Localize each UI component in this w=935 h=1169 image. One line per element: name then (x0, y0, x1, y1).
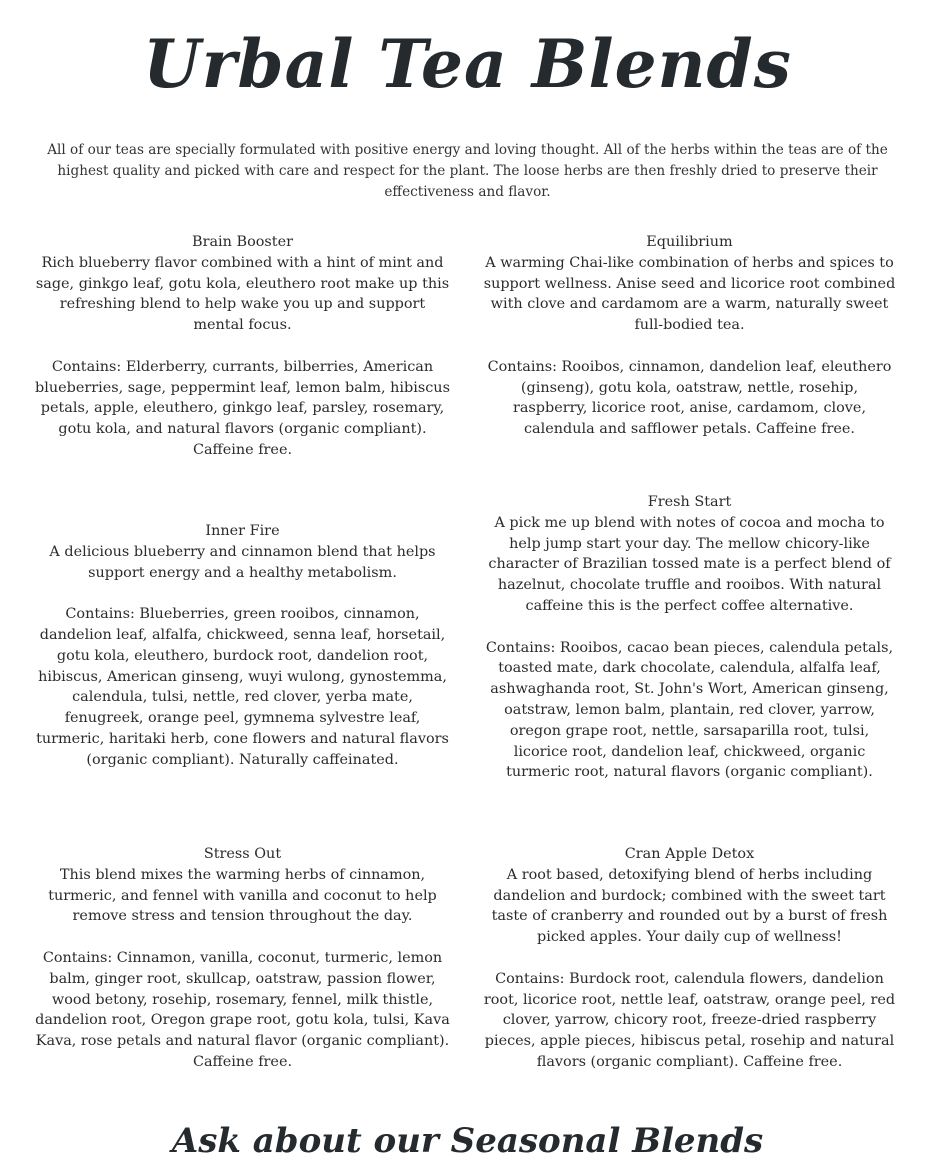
blend-ingredients: Contains: Elderberry, currants, bilberries, American blueberries, sage, peppermint leaf, lemon balm, hibiscus petals, apple, eleuthero, ginkgo leaf, parsley, rosemary, gotu kola, and natural flavors (organic compliant). Caffeine free. (35, 358, 450, 458)
seasonal-blends-footer: Ask about our Seasonal Blends (171, 1121, 764, 1161)
blend-name: Brain Booster (192, 234, 293, 250)
blend-name: Cran Apple Detox (624, 846, 755, 862)
blend-cran-apple-detox (482, 844, 897, 1073)
blend-ingredients: Contains: Cinnamon, vanilla, coconut, turmeric, lemon balm, ginger root, skullcap, oatstraw, passion flower, wood betony, rosehip, rosemary, fennel, milk thistle, dandelion root, Oregon grape root, gotu kola, tulsi, Kava Kava, rose petals and natural flavor (organic compliant). Caffeine free. (35, 949, 450, 1070)
blend-description: A delicious blueberry and cinnamon blend that helps support energy and a healthy metabolism. (49, 543, 436, 581)
blend-description: A pick me up blend with notes of cocoa and mocha to help jump start your day. The mellow chicory-like character of Brazilian tossed mate is a perfect blend of hazelnut, chocolate truffle and rooibos. With natural caffeine this is the perfect coffee alternative. (488, 514, 891, 614)
page-title: Urbal Tea Blends (143, 25, 792, 103)
blend-fresh-start (482, 492, 897, 783)
blend-description: This blend mixes the warming herbs of cinnamon, turmeric, and fennel with vanilla and coconut to help remove stress and tension throughout the day. (48, 866, 437, 925)
blend-name: Inner Fire (205, 523, 280, 539)
blend-ingredients: Contains: Rooibos, cinnamon, dandelion leaf, eleuthero (ginseng), gotu kola, oatstraw, nettle, rosehip, raspberry, licorice root, anise, cardamom, clove, calendula and safflower petals. Caffeine free. (487, 358, 892, 438)
blend-name: Fresh Start (647, 494, 732, 510)
intro-paragraph: All of our teas are specially formulated with positive energy and loving thought. All of the herbs within the teas are of the highest quality and picked with care and respect for the plant. The loose herbs are then freshly dried to preserve their effectiveness and flavor. (47, 142, 888, 200)
blend-brain-booster (35, 232, 450, 461)
blend-stress-out (35, 844, 450, 1073)
blend-ingredients: Contains: Blueberries, green rooibos, cinnamon, dandelion leaf, alfalfa, chickweed, senna leaf, horsetail, gotu kola, eleuthero, burdock root, dandelion root, hibiscus, American ginseng, wuyi wulong, gynostemma, calendula, tulsi, nettle, red clover, yerba mate, fenugreek, orange peel, gymnema sylvestre leaf, turmeric, haritaki herb, cone flowers and natural flavors (organic compliant). Naturally caffeinated. (36, 606, 449, 768)
blend-inner-fire (35, 521, 450, 771)
blend-ingredients: Contains: Rooibos, cacao bean pieces, calendula petals, toasted mate, dark chocolate, calendula, alfalfa leaf, ashwaghanda root, St. John's Wort, American ginseng, oatstraw, lemon balm, plantain, red clover, yarrow, oregon grape root, nettle, sarsaparilla root, tulsi, licorice root, dandelion leaf, chickweed, organic turmeric root, natural flavors (organic compliant). (485, 639, 894, 781)
blend-ingredients: Contains: Burdock root, calendula flowers, dandelion root, licorice root, nettle leaf, oatstraw, orange peel, red clover, yarrow, chicory root, freeze-dried raspberry pieces, apple pieces, hibiscus petal, rosehip and natural flavors (organic compliant). Caffeine free. (483, 970, 896, 1070)
blend-description: Rich blueberry flavor combined with a hint of mint and sage, ginkgo leaf, gotu kola, eleuthero root make up this refreshing blend to help wake you up and support mental focus. (35, 254, 450, 334)
blend-name: Equilibrium (646, 234, 733, 250)
blend-equilibrium (482, 232, 897, 440)
blend-description: A root based, detoxifying blend of herbs including dandelion and burdock; combined with the sweet tart taste of cranberry and rounded out by a burst of fresh picked apples. Your daily cup of wellness! (491, 866, 888, 946)
blend-name: Stress Out (203, 846, 282, 862)
blend-description: A warming Chai-like combination of herbs and spices to support wellness. Anise seed and licorice root combined with clove and cardamom are a warm, naturally sweet full-bodied tea. (483, 254, 896, 334)
